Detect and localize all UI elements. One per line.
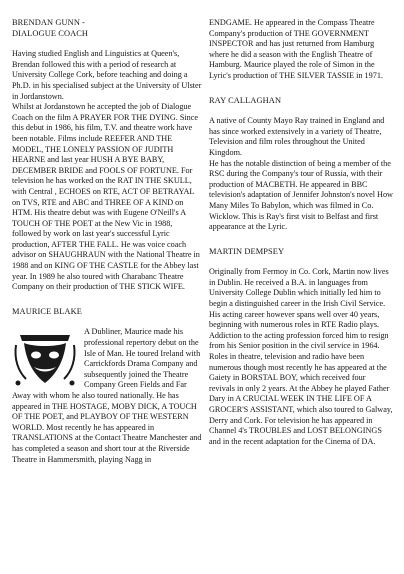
brendan-gunn-heading-line1: BRENDAN GUNN -	[12, 18, 86, 27]
maurice-blake-heading: MAURICE BLAKE	[12, 306, 82, 316]
ray-callaghan-bio-para1: A native of County Mayo Ray trained in England and has since worked extensively in a variety of Theatre, Television and film roles throughout the United Kingdom.	[209, 116, 385, 157]
ray-callaghan-bio-para2: He has the notable distinction of being a member of the RSC during the Company's tour of Russia, with their production of MACBETH. He appeared in BBC television's adaptation of Jennifer Johnston's novel How Many Miles To Babylon, which was filmed in Co. Wicklow. This is Ray's first visit to Belfast and first appearance at the Lyric.	[209, 158, 393, 232]
brendan-gunn-bio-para2: Whilst at Jordanstown he accepted the job of Dialogue Coach on the film A PRAYER FOR THE DYING. Since this debut in 1986, his film, T.V. and theatre work have been notable. Films include REEFER AND THE MODEL, THE LONELY PASSION OF JUDITH HEARNE and last year HUSH A BYE BABY, DECEMBER BRIDE and FOOLS OF FORTUNE. For television he has worked on the RAT IN THE SKULL, with Central , ECHOES on RTE, ACT OF BETRAYAL on TVS, RTE and ABC and THREE OF A KIND on HTM. His theatre debut was with Eugene O'Neill's A TOUCH OF THE POET at the New Vic in 1988, followed by work on last year's successful Lyric production, AFTER THE FALL. He was voice coach advisor on SHAUGHRAUN with the National Theatre in 1988 and on KING OF THE CASTLE for the Abbey last year. In 1989 he also toured with Charabanc Theatre Company on their production of THE STICK WIFE.	[12, 102, 200, 292]
ray-callaghan-heading: RAY CALLAGHAN	[209, 95, 282, 105]
theatre-masks-logo-icon	[12, 329, 78, 389]
left-column	[12, 18, 202, 465]
right-column	[209, 18, 393, 447]
brendan-gunn-bio-para1: Having studied English and Linguistics at Queen's, Brendan followed this with a period of research at University College Cork, before teaching and doing a Ph.D. in his specialised subject at the University of Ulster in Jordanstown.	[12, 49, 202, 101]
brendan-gunn-heading-line2: DIALOGUE COACH	[12, 28, 89, 38]
theatre-masks-logo-graphic	[12, 329, 78, 389]
martin-dempsey-heading: MARTIN DEMPSEY	[209, 246, 285, 256]
martin-dempsey-bio-para1: Originally from Fermoy in Co. Cork, Martin now lives in Dublin. He received a B.A. in languages from University College Dublin which initially led him to begin a distinguished career in the Irish Civil Service. His acting career however spans well over 40 years, beginning with numerous roles in RTE Radio plays. Addiction to the acting profession forced him to resign from his Senior position in the civil service in 1964. Roles in theatre, television and radio have been numerous though most recently he has appeared at the Gaiety in BORSTAL BOY, which received four revivals in only 2 years. At the Abbey he played Father Dary in A CRUCIAL WEEK IN THE LIFE OF A GROCER'S ASSISTANT, which also toured to Galway, Derry and Cork. For television he has appeared in Channel 4's TROUBLES and LOST BELONGINGS and in the recent adaptation for the Cinema of DA.	[209, 267, 393, 446]
maurice-blake-bio-para1: A Dubliner, Maurice made his professional repertory debut on the Isle of Man. He toured Ireland with Carrickfords Drama Company and subsequently joined the Theatre Company Green Fields and Far Away with whom he also toured nationally. He has appeared in THE HOSTAGE, MOBY DICK, A TOUCH OF THE POET, and PLAYBOY OF THE WESTERN WORLD. Most recently he has appeared in TRANSLATIONS at the Contact Theatre Manchester and has completed a season and short tour at the Riverside Theatre in Hammersmith, playing Nagg in	[12, 327, 202, 464]
maurice-blake-bio-continued: ENDGAME. He appeared in the Compass Theatre Company's production of THE GOVERNMENT INSPECTOR and has just returned from Hamburg where he did a season with the English Theatre of Hamburg. Maurice played the role of Simon in the Lyric's production of THE SILVER TASSIE in 1971.	[209, 18, 383, 80]
